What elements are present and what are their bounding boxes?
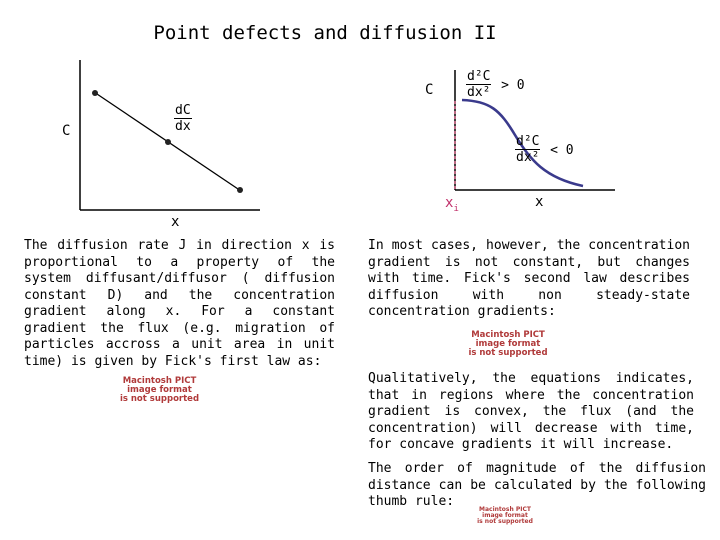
left-slope-denominator: dx bbox=[175, 119, 191, 134]
right-x-label: x bbox=[535, 194, 544, 210]
convex-fraction: $\frac{\text{d²C}}{\text{dx²}}$ bbox=[467, 69, 491, 100]
right-y-label: C bbox=[425, 82, 434, 98]
concave-fraction: $\frac{\text{d²C}}{\text{dx²}}$ bbox=[516, 134, 540, 165]
diffusion-distance-text: The order of magnitude of the diffusion distance can be calculated by the following thumb rule: bbox=[368, 461, 706, 509]
left-y-label: C bbox=[62, 123, 71, 139]
concave-annotation bbox=[515, 134, 574, 165]
fick-first-law-text: The diffusion rate J in direction x is proportional to a property of the system diffusant/diffusor ( diffusion constant D) and the concentration gradient along x. For a constant gradient the flux (e.g. migration of particles accross a unit area in unit time) is given by Fick's first law as: bbox=[24, 238, 335, 369]
page-title: Point defects and diffusion II bbox=[153, 22, 497, 44]
left-slope-numerator: dC bbox=[175, 103, 191, 118]
fick-second-law-text: In most cases, however, the concentration gradient is not constant, but changes with time. Fick's second law describes diffusion with non steady-state concentration gradients: bbox=[368, 238, 690, 319]
pict-placeholder-right-1: Macintosh PICT image format is not supported bbox=[468, 330, 548, 358]
pict-placeholder-right-2: Macintosh PICT image format is not supported bbox=[477, 506, 533, 525]
xi-label: $x_i$ bbox=[445, 195, 459, 214]
left-x-label: x bbox=[171, 214, 180, 230]
pict-placeholder-left: Macintosh PICT image format is not supported bbox=[119, 376, 200, 404]
concave-relation: < 0 bbox=[550, 143, 574, 158]
convex-annotation bbox=[466, 69, 525, 100]
qualitative-explanation-text: Qualitatively, the equations indicates, that in regions where the concentration gradient is convex, the flux (and the concentration) will decrease with time, for concave gradients it will increase. bbox=[368, 371, 694, 452]
convex-relation: > 0 bbox=[501, 78, 525, 93]
